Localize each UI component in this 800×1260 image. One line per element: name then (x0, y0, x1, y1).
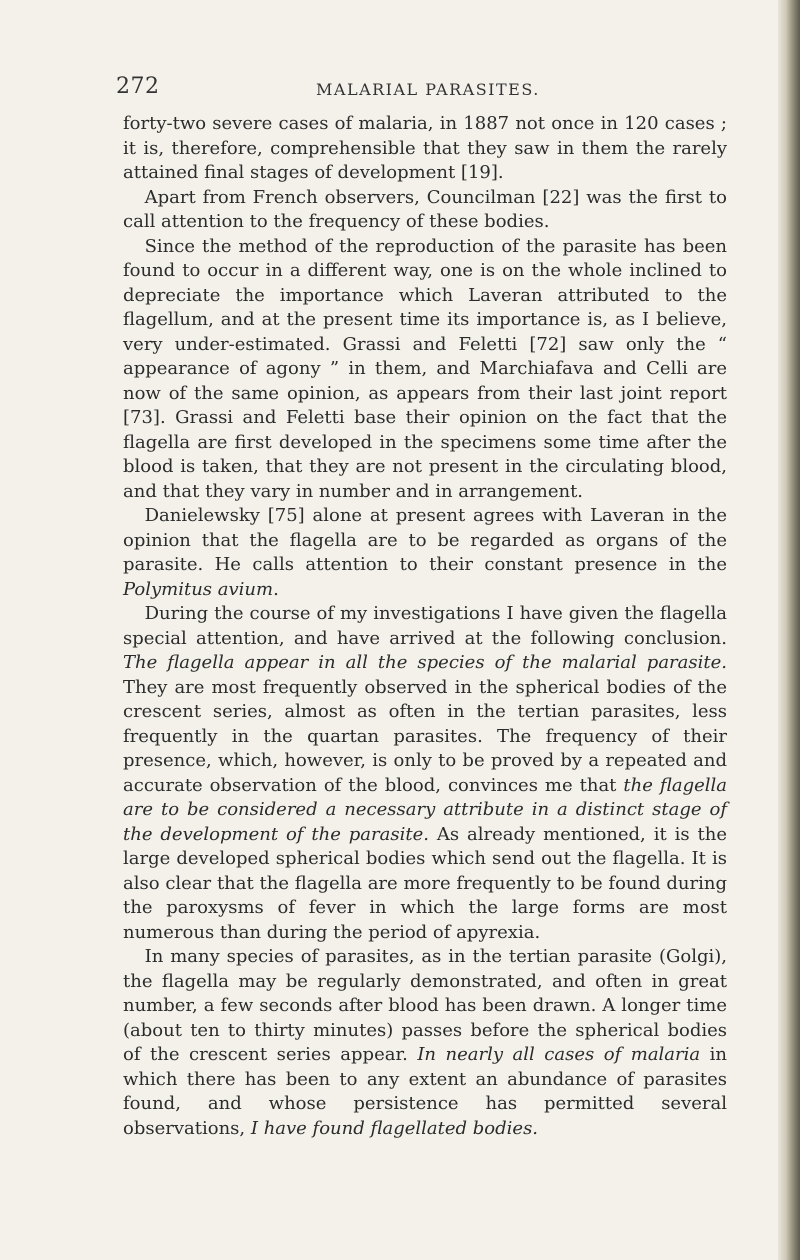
paragraph-2-text: Apart from French observers, Councilman [22] was the first to call attention to the frequency of these bodies. (123, 186, 727, 232)
page-header (0, 74, 780, 104)
paragraph-4-italic-species: Polymitus avium (123, 578, 274, 600)
paragraph-3 (123, 235, 727, 505)
paragraph-5-text-a: During the course of my investigations I have given the flagella special attention, and have arrived at the following conclusion. (123, 603, 727, 649)
paragraph-4-text: Danielewsky [75] alone at present agrees with Laveran in the opinion that the flagella are to be regarded as organs of the parasite. He calls attention to their constant presence in the (123, 505, 727, 575)
paragraph-4 (123, 504, 727, 602)
page-number: 272 (116, 74, 160, 99)
running-head: MALARIAL PARASITES. (316, 80, 540, 99)
paragraph-5 (123, 602, 727, 945)
paragraph-1 (123, 112, 727, 186)
paragraph-3-text: Since the method of the reproduction of the parasite has been found to occur in a different way, one is on the whole inclined to depreciate the importance which Laveran attributed to the flagellum, and at the present time its importance is, as I believe, very under-estimated. Grassi and Feletti [72] saw only the “ appearance of agony ” in them, and Marchiafava and Celli are now of the same opinion, as appears from their last joint report [73]. Grassi and Feletti base their opinion on the fact that the flagella are first developed in the specimens some time after the blood is taken, that they are not present in the circulating blood, and that they vary in number and in arrangement. (123, 235, 727, 502)
paragraph-2 (123, 186, 727, 235)
paragraph-1-text: forty-two severe cases of malaria, in 1887 not once in 120 cases ; it is, therefore, comprehensible that they saw in them the rarely attained final stages of development [19]. (123, 113, 727, 183)
paragraph-4-end: . (273, 578, 279, 600)
paragraph-6-text-b: in which there has been to any extent an abundance of parasites found, and whose persistence has permitted several observations, (123, 1044, 727, 1139)
paragraph-5-text-b: They are most frequently observed in the spherical bodies of the crescent series, almost as often in the tertian parasites, less frequently in the quartan parasites. The frequency of their presence, which, however, is only to be proved by a repeated and accurate observation of the blood, convinces me that (123, 676, 727, 796)
paragraph-5-text-c: As already mentioned, it is the large developed spherical bodies which send out the flagella. It is also clear that the flagella are more frequently to be found during the paroxysms of fever in which the large forms are most numerous than during the period of apyrexia. (123, 823, 727, 943)
paragraph-6 (123, 945, 727, 1141)
page-binding-edge (778, 0, 800, 1260)
paragraph-6-text-a: In many species of parasites, as in the tertian parasite (Golgi), the flagella may be regularly demonstrated, and often in great number, a few seconds after blood has been drawn. A longer time (about ten to thirty minutes) passes before the spherical bodies of the crescent series appear. (123, 946, 727, 1065)
body-text (123, 112, 727, 1141)
paragraph-5-italic-a: The flagella appear in all the species of the malarial parasite. (123, 652, 727, 673)
paragraph-5-italic-b: the flagella are to be considered a necessary attribute in a distinct stage of the development of the parasite. (123, 774, 728, 845)
paragraph-6-italic-a: In nearly all cases of malaria (417, 1044, 701, 1065)
paragraph-6-italic-b: I have found flagellated bodies. (250, 1117, 539, 1139)
